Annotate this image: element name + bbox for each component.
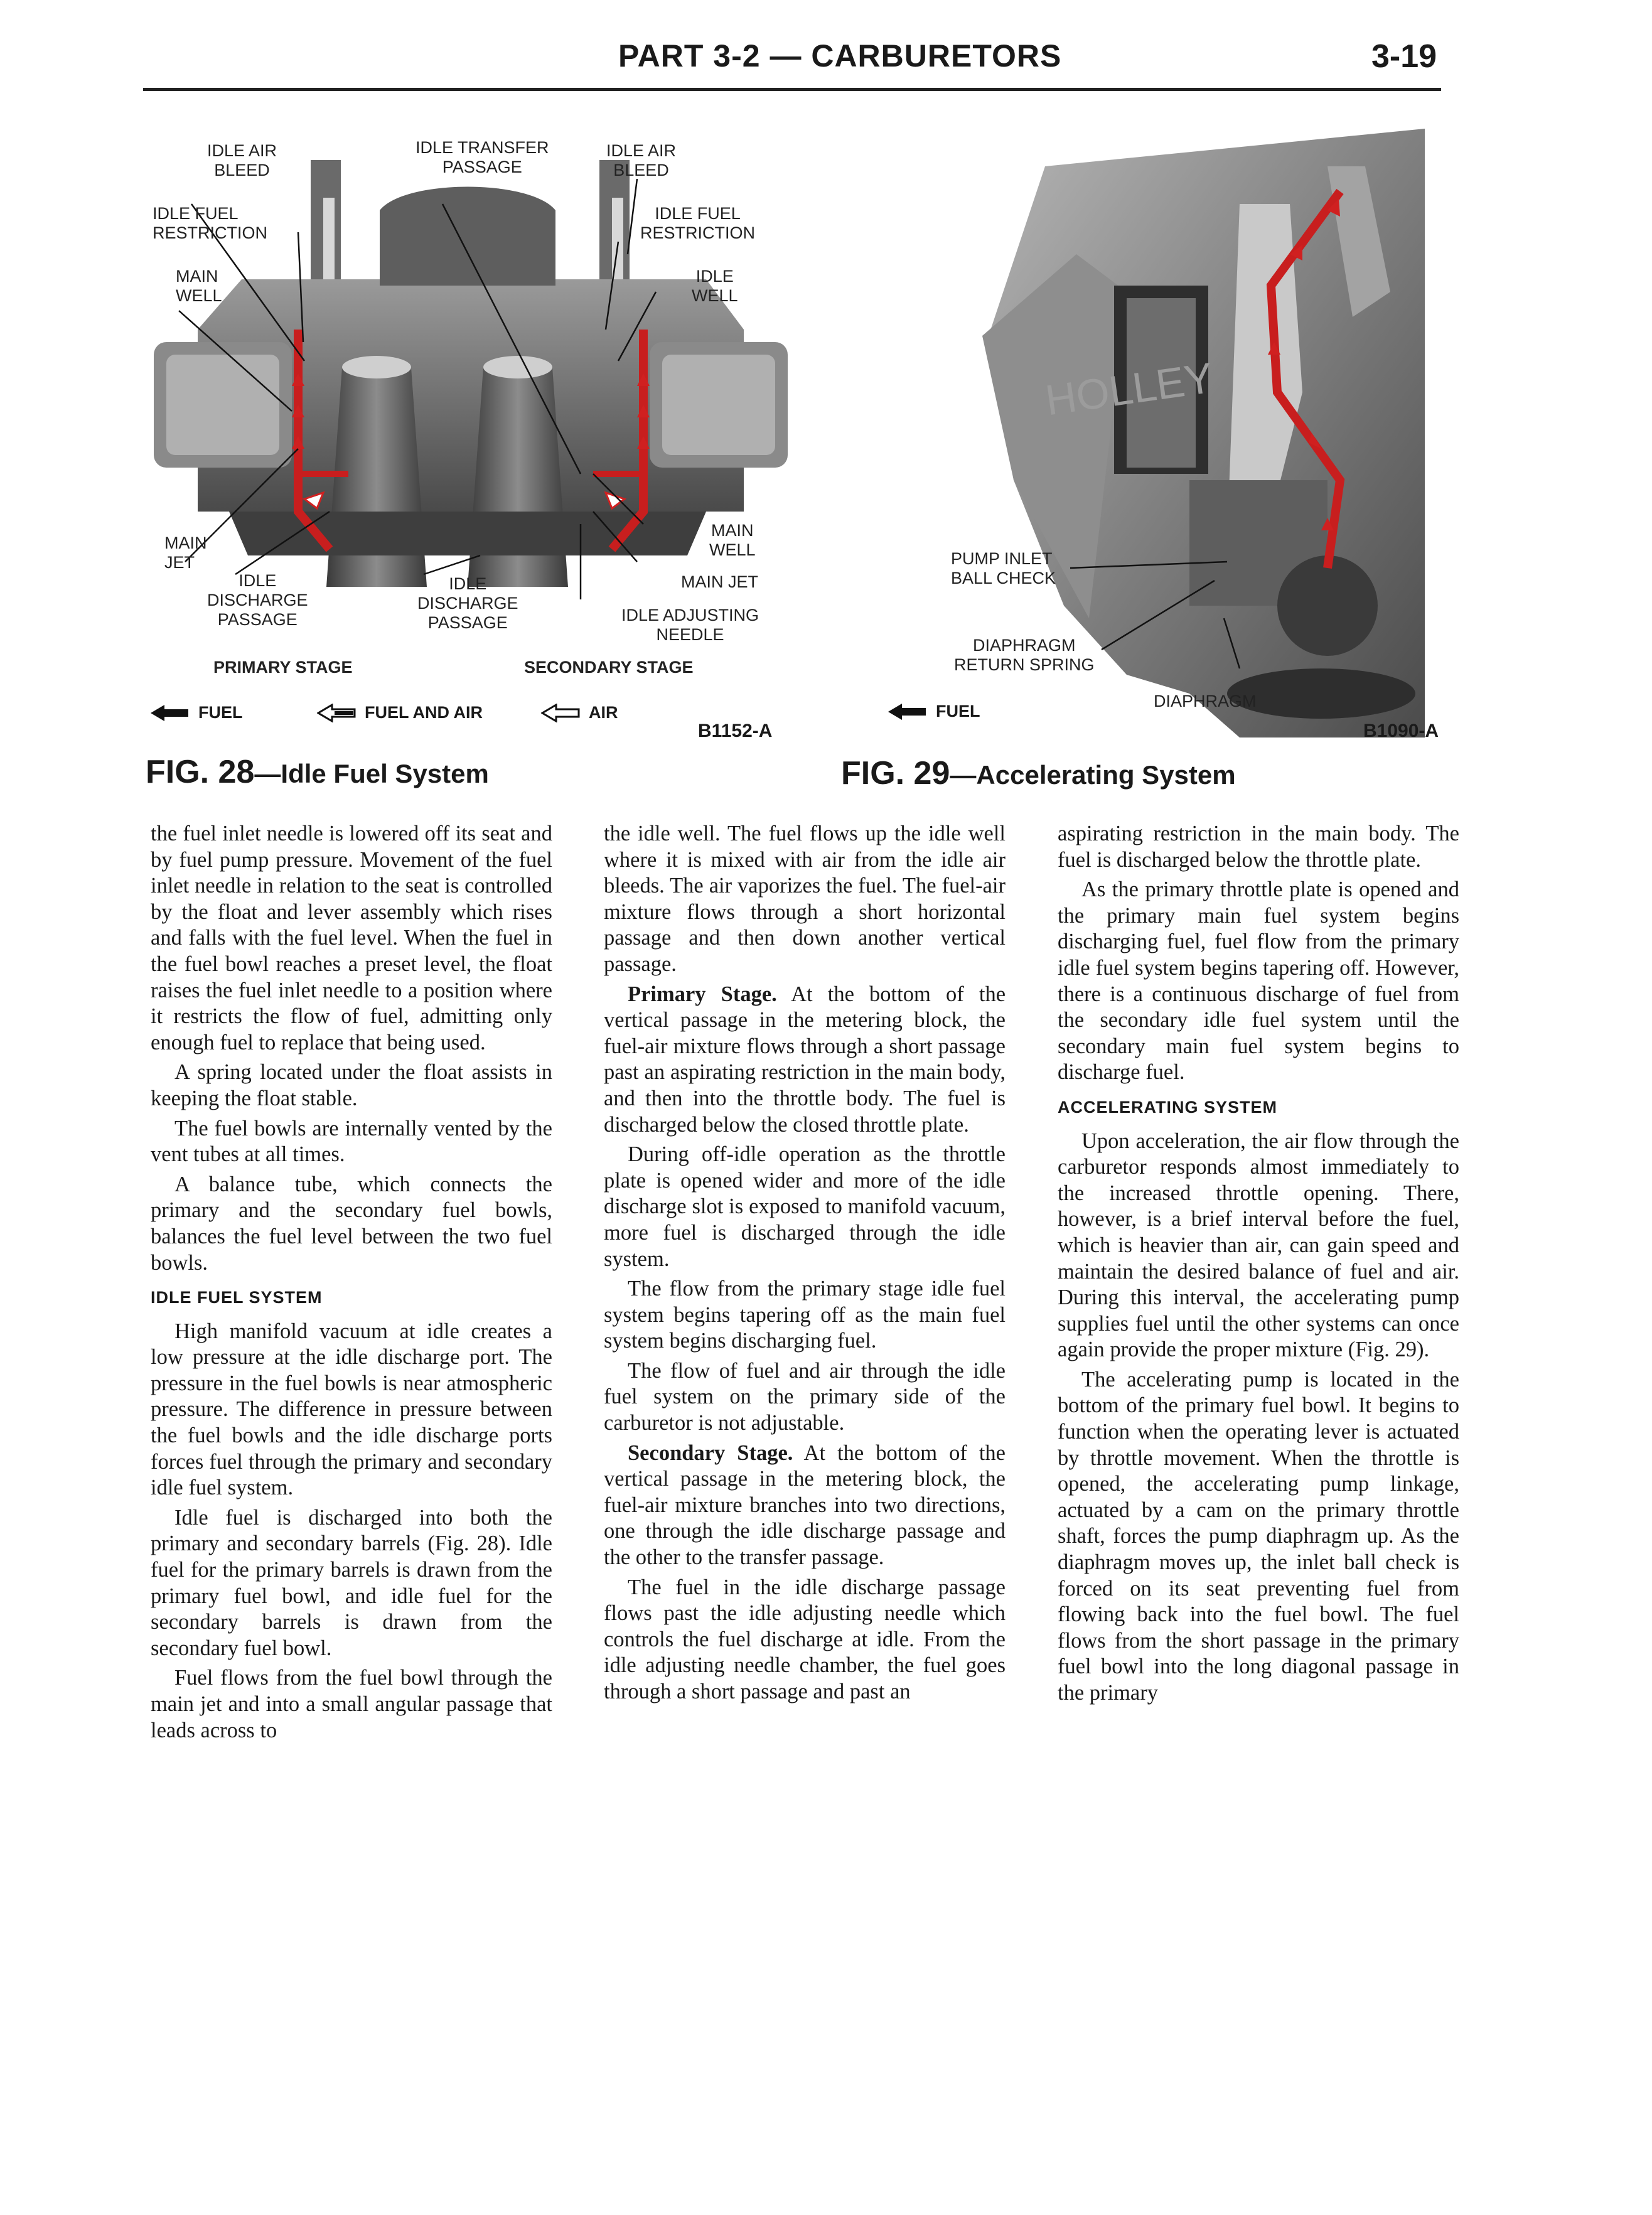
paragraph-body: At the bottom of the vertical passage in the metering block, the fuel-air mixture flows through a short passage past an aspirating restriction in the main body, and then into the throttle body. The fuel is discharged below the closed throttle plate. [604, 982, 1006, 1137]
paragraph-body: At the bottom of the vertical passage in the metering block, the fuel-air mixture branches into two directions, one through the idle discharge passage and the other to the transfer passage. [604, 1440, 1006, 1570]
fig29-caption [841, 754, 1236, 792]
label-idle-air-bleed-left: IDLE AIR BLEED [207, 141, 277, 180]
label-main-jet-right: MAIN JET [681, 572, 759, 591]
label-idle-adjusting-needle: IDLE ADJUSTING NEEDLE [621, 606, 759, 644]
legend-air [541, 703, 618, 722]
col2-paragraph: During off-idle operation as the throttle plate is opened wider and more of the idle discharge slot is exposed to manifold vacuum, more fuel is discharged through the idle system. [604, 1142, 1006, 1271]
label-idle-air-bleed-right: IDLE AIR BLEED [606, 141, 677, 180]
col3-paragraph: aspirating restriction in the main body. The fuel is discharged below the throttle plate. [1058, 822, 1459, 872]
col2-paragraph: The flow of fuel and air through the idle fuel system on the primary side of the carburetor is not adjustable. [604, 1358, 1006, 1435]
col1-paragraph: Fuel flows from the fuel bowl through the main jet and into a small angular passage that leads across to [151, 1666, 552, 1742]
fig29-caption-text: —Accelerating System [950, 760, 1236, 790]
fig29-caption-number: FIG. 29 [841, 755, 950, 791]
fig28-illustration [141, 122, 800, 625]
run-in-heading: Secondary Stage. [628, 1440, 793, 1465]
label-main-jet-left: MAIN JET [164, 534, 207, 572]
text-column-1 [151, 821, 552, 1747]
heading-idle-fuel-system: IDLE FUEL SYSTEM [151, 1288, 323, 1307]
label-diaphragm: DIAPHRAGM [1154, 692, 1257, 711]
col3-paragraph: As the primary throttle plate is opened and the primary main fuel system begins discharging fuel, fuel flow from the primary idle fuel system begins tapering off. However, there is a continuous discharge of fuel from the secondary idle fuel system until the secondary main fuel system begins to discharge fuel. [1058, 877, 1459, 1085]
legend-fuel-29 [888, 702, 980, 721]
label-secondary-stage: SECONDARY STAGE [524, 658, 694, 677]
text-column-3 [1058, 821, 1459, 1710]
col1-paragraph: A balance tube, which connects the primary and the secondary fuel bowls, balances the fuel level between the two fuel bowls. [151, 1172, 552, 1275]
col1-paragraph: the fuel inlet needle is lowered off its seat and by fuel pump pressure. Movement of the fuel inlet needle in relation to the seat is controlled by the float and lever assembly which rises and falls with the fuel level. When the fuel in the fuel bowl reaches a preset level, the float raises the fuel inlet needle to a position where it restricts the flow of fuel, admitting only enough fuel to replace that being used. [151, 822, 552, 1054]
fuel-arrow-icon [888, 704, 927, 720]
label-primary-stage: PRIMARY STAGE [213, 658, 353, 677]
fuel-arrow-icon [151, 705, 190, 721]
legend-fuel-label: FUEL [198, 703, 243, 722]
col2-paragraph: The flow from the primary stage idle fuel system begins tapering off as the main fuel system begins discharging fuel. [604, 1277, 1006, 1353]
legend-fuel [151, 703, 243, 722]
heading-accelerating-system: ACCELERATING SYSTEM [1058, 1097, 1278, 1117]
col2-paragraph-secondary-stage [604, 1440, 1006, 1571]
label-idle-discharge-passage-left: IDLE DISCHARGE PASSAGE [207, 571, 308, 629]
legend-fuel-and-air-label: FUEL AND AIR [365, 703, 483, 722]
col2-paragraph-primary-stage [604, 982, 1006, 1139]
col1-paragraph: A spring located under the float assists in keeping the float stable. [151, 1060, 552, 1110]
label-idle-fuel-restriction-right: IDLE FUEL RESTRICTION [640, 204, 756, 242]
col3-paragraph: The accelerating pump is located in the bottom of the primary fuel bowl. It begins to function when the operating lever is actuated by throttle movement. When the throttle is opened, the accelerating pump linkage, actuated by a cam on the primary throttle shaft, forces the pump diaphragm up. As the diaphragm moves up, the inlet ball check is forced on its seat preventing fuel from flowing back into the fuel bowl. The fuel flows from the short passage in the primary fuel bowl into the long diagonal passage in the primary [1058, 1367, 1459, 1705]
fig28-caption-number: FIG. 28 [146, 754, 255, 790]
col2-paragraph: The fuel in the idle discharge passage flows past the idle adjusting needle which controls the fuel discharge at idle. From the idle adjusting needle chamber, the fuel goes through a short passage and past an [604, 1575, 1006, 1703]
label-idle-transfer-passage: IDLE TRANSFER PASSAGE [416, 138, 549, 176]
legend-fuel-29-label: FUEL [936, 702, 980, 721]
label-main-well-left: MAIN WELL [176, 267, 222, 305]
page-number: 3-19 [1371, 38, 1437, 75]
page-header-title: PART 3-2 — CARBURETORS [618, 38, 1062, 73]
label-diaphragm-return-spring: DIAPHRAGM RETURN SPRING [954, 636, 1095, 674]
fig28-caption [146, 753, 489, 791]
col3-paragraph: Upon acceleration, the air flow through the carburetor responds almost immediately to the increased throttle opening. There, however, is a brief interval before the fuel, which is heavier than air, can gain speed and maintain the desired balance of fuel and air. During this interval, the accelerating pump supplies fuel until the other systems can once again provide the proper mixture (Fig. 29). [1058, 1129, 1459, 1362]
label-idle-fuel-restriction-left: IDLE FUEL RESTRICTION [153, 204, 268, 242]
run-in-heading: Primary Stage. [628, 982, 777, 1006]
text-column-2 [604, 821, 1006, 1709]
holley-logo: HOLLEY [1043, 353, 1216, 425]
header-rule [143, 88, 1441, 91]
label-pump-inlet-ball-check: PUMP INLET BALL CHECK [951, 549, 1056, 587]
fig28-code: B1152-A [698, 721, 773, 741]
legend-air-label: AIR [589, 703, 618, 722]
fuel-and-air-arrow-icon [317, 704, 356, 722]
label-idle-well: IDLE WELL [692, 267, 738, 305]
col1-paragraph: High manifold vacuum at idle creates a low pressure at the idle discharge port. The pressure in the fuel bowls is near atmospheric pressure. The difference in pressure between the fuel bowls and the idle discharge ports forces fuel through the primary and secondary idle fuel system. [151, 1319, 552, 1500]
col2-paragraph: the idle well. The fuel flows up the idle well where it is mixed with air from the idle air bleeds. The air vaporizes the fuel. The fuel-air mixture flows through a short horizontal passage and then down another vertical passage. [604, 822, 1006, 976]
label-idle-discharge-passage-center: IDLE DISCHARGE PASSAGE [417, 574, 518, 632]
fig29-code: B1090-A [1363, 721, 1439, 741]
col1-paragraph: The fuel bowls are internally vented by the vent tubes at all times. [151, 1116, 552, 1167]
legend-fuel-and-air [317, 703, 483, 722]
air-arrow-icon [541, 704, 580, 722]
fig28-caption-text: —Idle Fuel System [254, 759, 489, 788]
col1-paragraph: Idle fuel is discharged into both the primary and secondary barrels (Fig. 28). Idle fuel for the primary barrels is drawn from the primary fuel bowl, and idle fuel for the secondary barrels is drawn from the secondary fuel bowl. [151, 1505, 552, 1660]
label-main-well-right: MAIN WELL [709, 521, 756, 559]
